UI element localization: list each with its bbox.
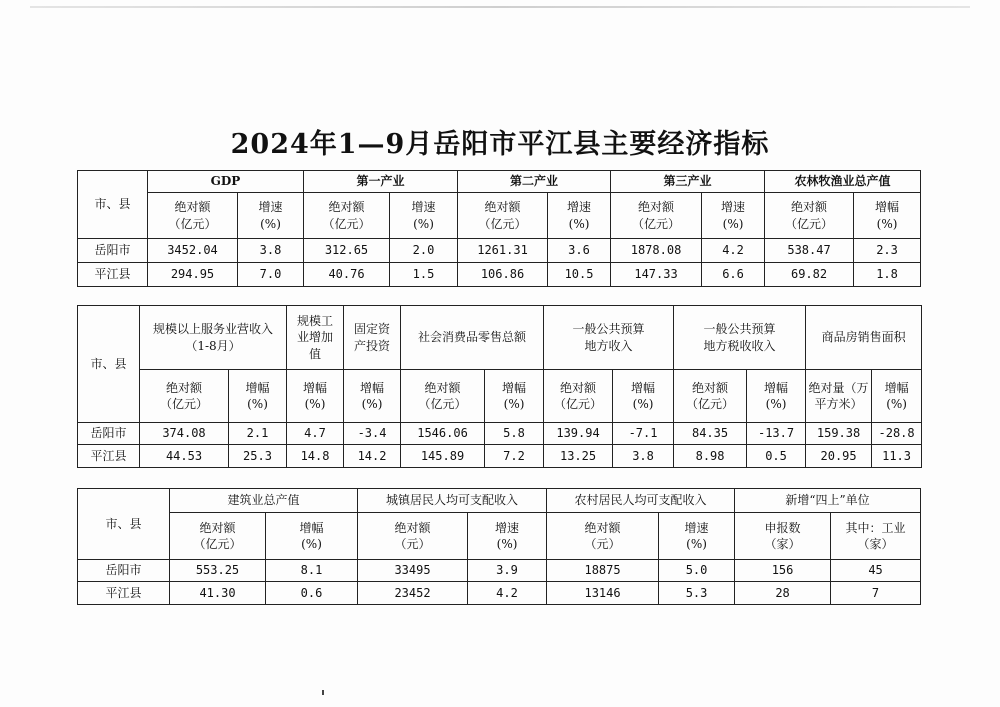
cell: 13146 [547, 582, 659, 605]
table-row [78, 239, 921, 263]
cell: 5.8 [485, 423, 544, 445]
cell: 3.6 [548, 239, 611, 263]
cell: 145.89 [401, 445, 485, 468]
sub-header: 增幅 (%) [854, 193, 921, 239]
cell: 6.6 [702, 263, 765, 287]
cell: -7.1 [613, 423, 674, 445]
cell: 10.5 [548, 263, 611, 287]
cell: 18875 [547, 560, 659, 582]
group-header-gdp: GDP [148, 171, 304, 193]
sub-header: 绝对额 （亿元） [611, 193, 702, 239]
cell: 294.95 [148, 263, 238, 287]
sub-header: 增速 (%) [390, 193, 458, 239]
sub-header: 绝对额 （亿元） [148, 193, 238, 239]
sub-header: 增幅 (%) [229, 370, 287, 423]
group-header-agriculture: 农林牧渔业总产值 [765, 171, 921, 193]
cell: -28.8 [872, 423, 922, 445]
cell: 33495 [358, 560, 468, 582]
group-header-urban-income: 城镇居民人均可支配收入 [358, 489, 547, 513]
group-header-secondary: 第二产业 [458, 171, 611, 193]
sub-header: 绝对额 （亿元） [401, 370, 485, 423]
group-header-fixed-investment: 固定资 产投资 [344, 306, 401, 370]
cell: 159.38 [806, 423, 872, 445]
row-label: 平江县 [78, 445, 140, 468]
table-row [78, 582, 921, 605]
cell: 374.08 [140, 423, 229, 445]
table-row [78, 423, 922, 445]
sub-header: 增速 (%) [659, 513, 735, 560]
sub-header: 绝对额 （亿元） [765, 193, 854, 239]
page-title: 2024年1—9月岳阳市平江县主要经济指标 [230, 129, 770, 160]
scan-edge-line [30, 6, 970, 8]
sub-header: 绝对额 （亿元） [140, 370, 229, 423]
group-header-tertiary: 第三产业 [611, 171, 765, 193]
corner-label: 市、县 [105, 516, 142, 531]
cell: 20.95 [806, 445, 872, 468]
table-main-indicators [77, 170, 921, 287]
cell: 4.7 [287, 423, 344, 445]
sub-header: 增速 (%) [468, 513, 547, 560]
corner-label: 市、县 [94, 197, 131, 212]
table-row [78, 445, 922, 468]
sub-header: 其中：工业 （家） [831, 513, 921, 560]
cell: 3452.04 [148, 239, 238, 263]
group-header-industrial-value-added: 规模工 业增加 值 [287, 306, 344, 370]
sub-header: 增幅 (%) [872, 370, 922, 423]
cell: 147.33 [611, 263, 702, 287]
row-label: 岳阳市 [78, 239, 148, 263]
cell: 7.0 [238, 263, 304, 287]
sub-header: 增速 (%) [548, 193, 611, 239]
cell: 8.98 [674, 445, 747, 468]
sub-header: 增速 (%) [238, 193, 304, 239]
row-label: 平江县 [78, 263, 148, 287]
sub-header: 绝对额 （元） [547, 513, 659, 560]
cell: 1.8 [854, 263, 921, 287]
cell: 2.1 [229, 423, 287, 445]
table-service-investment-indicators [77, 305, 922, 468]
cell: 23452 [358, 582, 468, 605]
cell: 4.2 [468, 582, 547, 605]
cell: 0.5 [747, 445, 806, 468]
cell: -13.7 [747, 423, 806, 445]
cell: 28 [735, 582, 831, 605]
cell: 538.47 [765, 239, 854, 263]
cell: 13.25 [544, 445, 613, 468]
sub-header: 增幅 (%) [287, 370, 344, 423]
cell: 7.2 [485, 445, 544, 468]
sub-header: 增速 (%) [702, 193, 765, 239]
cell: 156 [735, 560, 831, 582]
cell: 312.65 [304, 239, 390, 263]
sub-header: 申报数 （家） [735, 513, 831, 560]
cell: -3.4 [344, 423, 401, 445]
cell: 2.0 [390, 239, 458, 263]
group-header-retail-sales: 社会消费品零售总额 [401, 306, 544, 370]
cell: 1261.31 [458, 239, 548, 263]
sub-header: 绝对额 （亿元） [458, 193, 548, 239]
cell: 4.2 [702, 239, 765, 263]
cell: 5.3 [659, 582, 735, 605]
cell: 14.2 [344, 445, 401, 468]
sub-header: 绝对额 （亿元） [170, 513, 266, 560]
cell: 11.3 [872, 445, 922, 468]
sub-header: 增幅 (%) [747, 370, 806, 423]
cell: 106.86 [458, 263, 548, 287]
group-header-housing-sales-area: 商品房销售面积 [806, 306, 922, 370]
cell: 3.8 [238, 239, 304, 263]
cell: 25.3 [229, 445, 287, 468]
cell: 40.76 [304, 263, 390, 287]
cell: 2.3 [854, 239, 921, 263]
cell: 44.53 [140, 445, 229, 468]
cell: 14.8 [287, 445, 344, 468]
sub-header: 绝对额 （亿元） [674, 370, 747, 423]
cell: 1546.06 [401, 423, 485, 445]
corner-label: 市、县 [90, 356, 127, 371]
scan-speck [322, 690, 324, 695]
sub-header: 绝对量（万 平方米） [806, 370, 872, 423]
cell: 7 [831, 582, 921, 605]
corner-cell [78, 489, 170, 560]
table-row [78, 560, 921, 582]
group-header-new-units: 新增“四上”单位 [735, 489, 921, 513]
row-label: 岳阳市 [78, 560, 170, 582]
cell: 45 [831, 560, 921, 582]
group-header-primary: 第一产业 [304, 171, 458, 193]
corner-cell [78, 171, 148, 239]
group-header-public-budget-revenue: 一般公共预算 地方收入 [544, 306, 674, 370]
group-header-service-revenue: 规模以上服务业营收入 （1-8月） [140, 306, 287, 370]
cell: 41.30 [170, 582, 266, 605]
cell: 5.0 [659, 560, 735, 582]
sub-header: 增幅 (%) [485, 370, 544, 423]
sub-header: 增幅 (%) [344, 370, 401, 423]
cell: 1878.08 [611, 239, 702, 263]
cell: 8.1 [266, 560, 358, 582]
cell: 553.25 [170, 560, 266, 582]
cell: 1.5 [390, 263, 458, 287]
corner-cell [78, 306, 140, 423]
table-construction-income-indicators [77, 488, 921, 605]
cell: 84.35 [674, 423, 747, 445]
group-header-rural-income: 农村居民人均可支配收入 [547, 489, 735, 513]
group-header-construction-output: 建筑业总产值 [170, 489, 358, 513]
cell: 3.9 [468, 560, 547, 582]
row-label: 岳阳市 [78, 423, 140, 445]
sub-header: 增幅 (%) [266, 513, 358, 560]
cell: 69.82 [765, 263, 854, 287]
sub-header: 绝对额 （亿元） [544, 370, 613, 423]
table-row [78, 263, 921, 287]
cell: 139.94 [544, 423, 613, 445]
row-label: 平江县 [78, 582, 170, 605]
cell: 0.6 [266, 582, 358, 605]
group-header-public-tax-revenue: 一般公共预算 地方税收收入 [674, 306, 806, 370]
sub-header: 绝对额 （亿元） [304, 193, 390, 239]
sub-header: 绝对额 （元） [358, 513, 468, 560]
cell: 3.8 [613, 445, 674, 468]
sub-header: 增幅 (%) [613, 370, 674, 423]
